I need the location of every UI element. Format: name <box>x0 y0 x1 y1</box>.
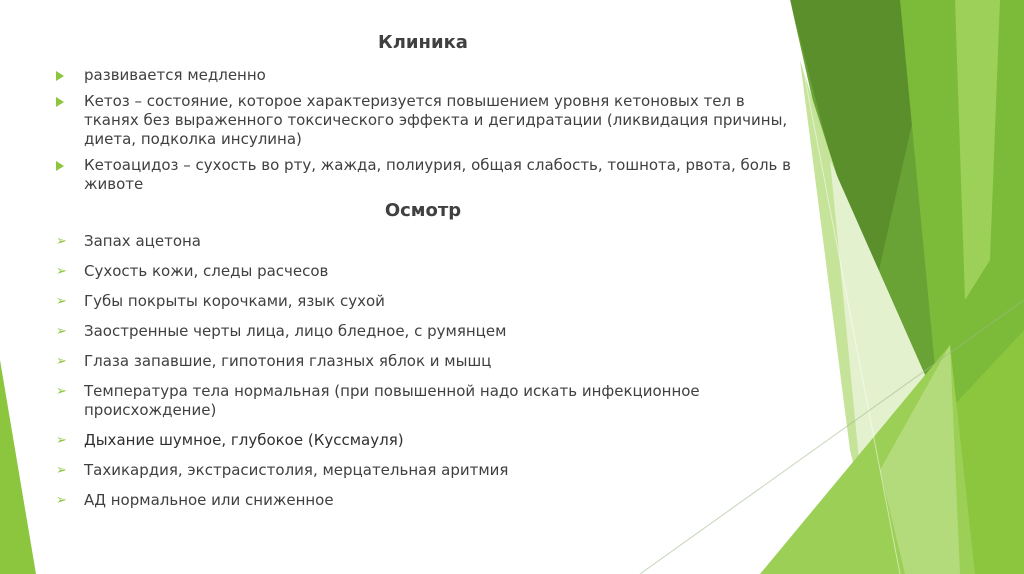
list-item-text: Губы покрыты корочками, язык сухой <box>84 292 385 310</box>
slide-content <box>56 28 796 510</box>
chevron-bullet-icon: ➢ <box>56 234 67 249</box>
triangle-bullet-icon <box>56 71 64 81</box>
list-item <box>56 491 796 510</box>
section-title-clinic: Клиника <box>378 32 468 53</box>
list-item <box>56 292 796 311</box>
chevron-bullet-icon: ➢ <box>56 264 67 279</box>
list-item-text: Температура тела нормальная (при повышенной надо искать инфекционное происхождение) <box>84 382 700 419</box>
list-item <box>56 431 796 450</box>
list-item-text: Тахикардия, экстрасистолия, мерцательная аритмия <box>84 461 509 479</box>
exam-list <box>56 232 796 510</box>
chevron-bullet-icon: ➢ <box>56 324 67 339</box>
clinic-list <box>56 66 796 194</box>
chevron-bullet-icon: ➢ <box>56 354 67 369</box>
triangle-bullet-icon <box>56 97 64 107</box>
chevron-bullet-icon: ➢ <box>56 384 67 399</box>
list-item-text: Сухость кожи, следы расчесов <box>84 262 329 280</box>
list-item <box>56 461 796 480</box>
triangle-bullet-icon <box>56 161 64 171</box>
list-item-text: Запах ацетона <box>84 232 201 250</box>
list-item-text: Глаза запавшие, гипотония глазных яблок и мышц <box>84 352 492 370</box>
left-accent-shape <box>0 360 36 574</box>
list-item <box>56 156 796 194</box>
chevron-bullet-icon: ➢ <box>56 493 67 508</box>
list-item-text: Дыхание шумное, глубокое (Куссмауля) <box>84 431 404 449</box>
list-item <box>56 262 796 281</box>
list-item-text: Заостренные черты лица, лицо бледное, с румянцем <box>84 322 507 340</box>
list-item <box>56 382 796 420</box>
chevron-bullet-icon: ➢ <box>56 463 67 478</box>
section-title-exam: Осмотр <box>384 200 462 221</box>
list-item-text: развивается медленно <box>84 66 266 84</box>
list-item <box>56 352 796 371</box>
list-item-text: АД нормальное или сниженное <box>84 491 334 509</box>
list-item-text: Кетоз – состояние, которое характеризуется повышением уровня кетоновых тел в тканях без выраженного токсического эффекта и дегидратации (ликвидация причины, диета, подколка инсулина) <box>84 92 788 148</box>
chevron-bullet-icon: ➢ <box>56 294 67 309</box>
chevron-bullet-icon: ➢ <box>56 433 67 448</box>
list-item-text: Кетоацидоз – сухость во рту, жажда, полиурия, общая слабость, тошнота, рвота, боль в животе <box>84 156 791 193</box>
list-item <box>56 92 796 149</box>
list-item <box>56 232 796 251</box>
list-item <box>56 66 796 85</box>
list-item <box>56 322 796 341</box>
